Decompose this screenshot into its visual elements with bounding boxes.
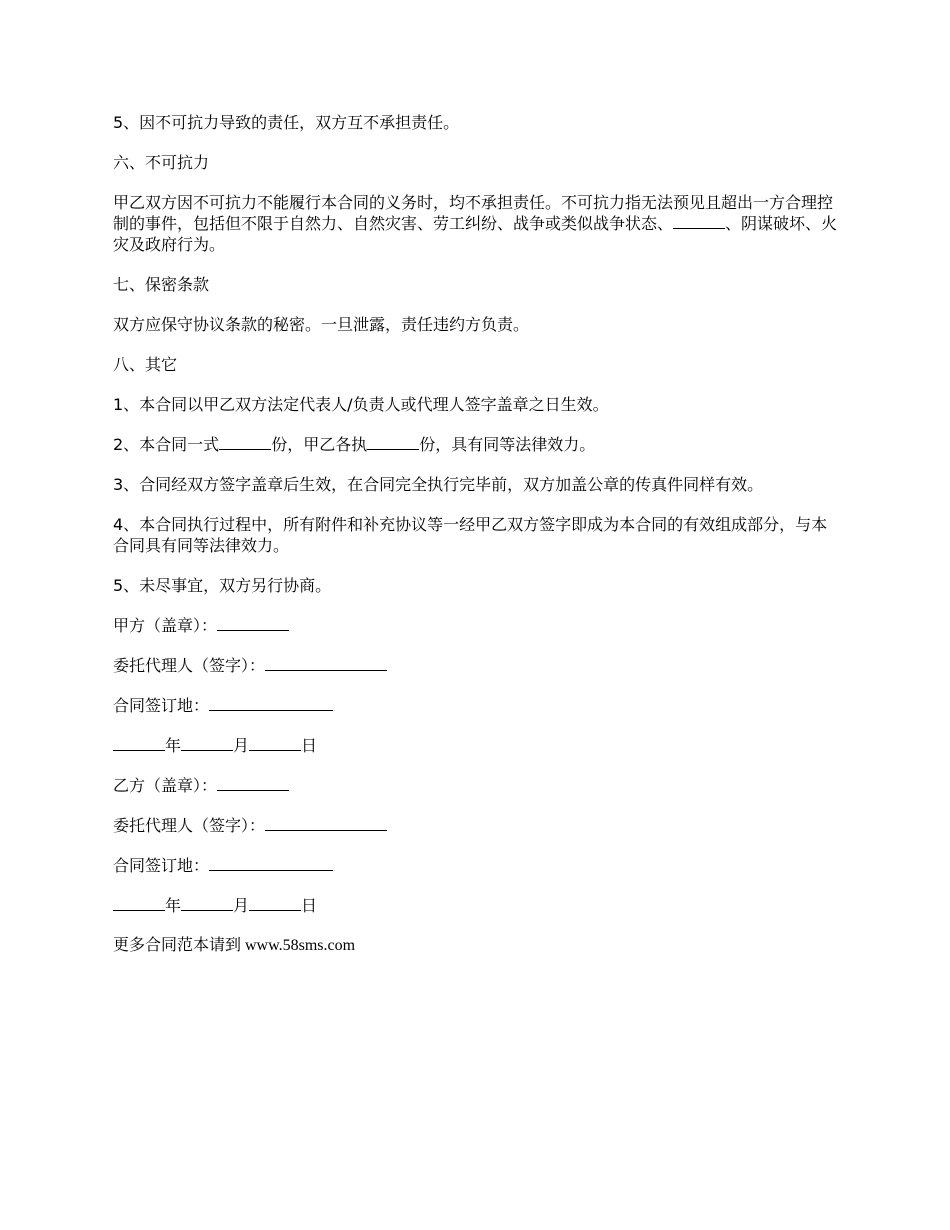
party-a-day-blank[interactable] [249,735,301,751]
blank-line [673,213,725,229]
party-b-place-line [113,855,843,876]
clause-5-liability: 5、因不可抗力导致的责任，双方互不承担责任。 [113,113,460,132]
party-b-seal-blank[interactable] [217,775,289,791]
blank-line [219,434,271,450]
party-b-place-blank[interactable] [209,855,333,871]
section-6-title: 六、不可抗力 [113,153,210,172]
item-8-1: 1、本合同以甲乙双方法定代表人/负责人或代理人签字盖章之日生效。 [113,395,609,414]
party-a-seal-line [113,615,843,636]
item-8-3: 3、合同经双方签字盖章后生效，在合同完全执行完毕前，双方加盖公章的传真件同样有效。 [113,475,764,494]
year-label: 年 [165,736,182,755]
party-a-agent-blank[interactable] [265,655,387,671]
party-b-month-blank[interactable] [181,895,233,911]
item-8-2 [113,434,843,455]
party-a-place-label: 合同签订地： [113,696,210,715]
party-b-agent-line [113,815,843,836]
party-b-day-blank[interactable] [249,895,301,911]
month-label: 月 [233,896,250,915]
item-8-2-part3: 份，具有同等法律效力。 [419,435,596,454]
party-a-agent-label: 委托代理人（签字）： [113,656,266,675]
item-8-2-part2: 份，甲乙各执 [271,435,368,454]
section-7-title: 七、保密条款 [113,275,210,294]
section-6-body-before: 甲乙双方因不可抗力不能履行本合同的义务时，均不承担责任。不可抗力指无法预见且超出一方合理控制的事件，包括但不限于自然力、自然灾害、劳工纠纷、战争或类似战争状态、 [113,193,834,233]
section-6-body-after: 、阴谋破坏、火灾及政府行为。 [113,214,838,254]
party-a-month-blank[interactable] [181,735,233,751]
party-b-date-line [113,895,843,916]
item-8-2-part1: 2、本合同一式 [113,435,220,454]
party-b-agent-blank[interactable] [265,815,387,831]
day-label: 日 [301,736,318,755]
party-a-seal-blank[interactable] [217,615,289,631]
section-8-title: 八、其它 [113,355,178,374]
party-a-date-line [113,735,843,756]
party-b-seal-line [113,775,843,796]
party-b-seal-label: 乙方（盖章）： [113,776,218,795]
party-a-year-blank[interactable] [113,735,165,751]
month-label: 月 [233,736,250,755]
party-a-place-line [113,695,843,716]
section-7-body: 双方应保守协议条款的秘密。一旦泄露，责任违约方负责。 [113,315,530,334]
day-label: 日 [301,896,318,915]
party-b-year-blank[interactable] [113,895,165,911]
footer-link-text[interactable]: 更多合同范本请到 www.58sms.com [113,937,356,954]
party-b-agent-label: 委托代理人（签字）： [113,816,266,835]
item-8-5: 5、未尽事宜，双方另行协商。 [113,576,332,595]
item-8-4: 4、本合同执行过程中，所有附件和补充协议等一经甲乙双方签字即成为本合同的有效组成部分，与本合同具有同等法律效力。 [113,515,828,555]
party-a-place-blank[interactable] [209,695,333,711]
document-page [113,112,843,956]
party-a-agent-line [113,655,843,676]
year-label: 年 [165,896,182,915]
section-6-body [113,192,843,255]
blank-line [367,434,419,450]
party-a-seal-label: 甲方（盖章）： [113,616,218,635]
party-b-place-label: 合同签订地： [113,856,210,875]
